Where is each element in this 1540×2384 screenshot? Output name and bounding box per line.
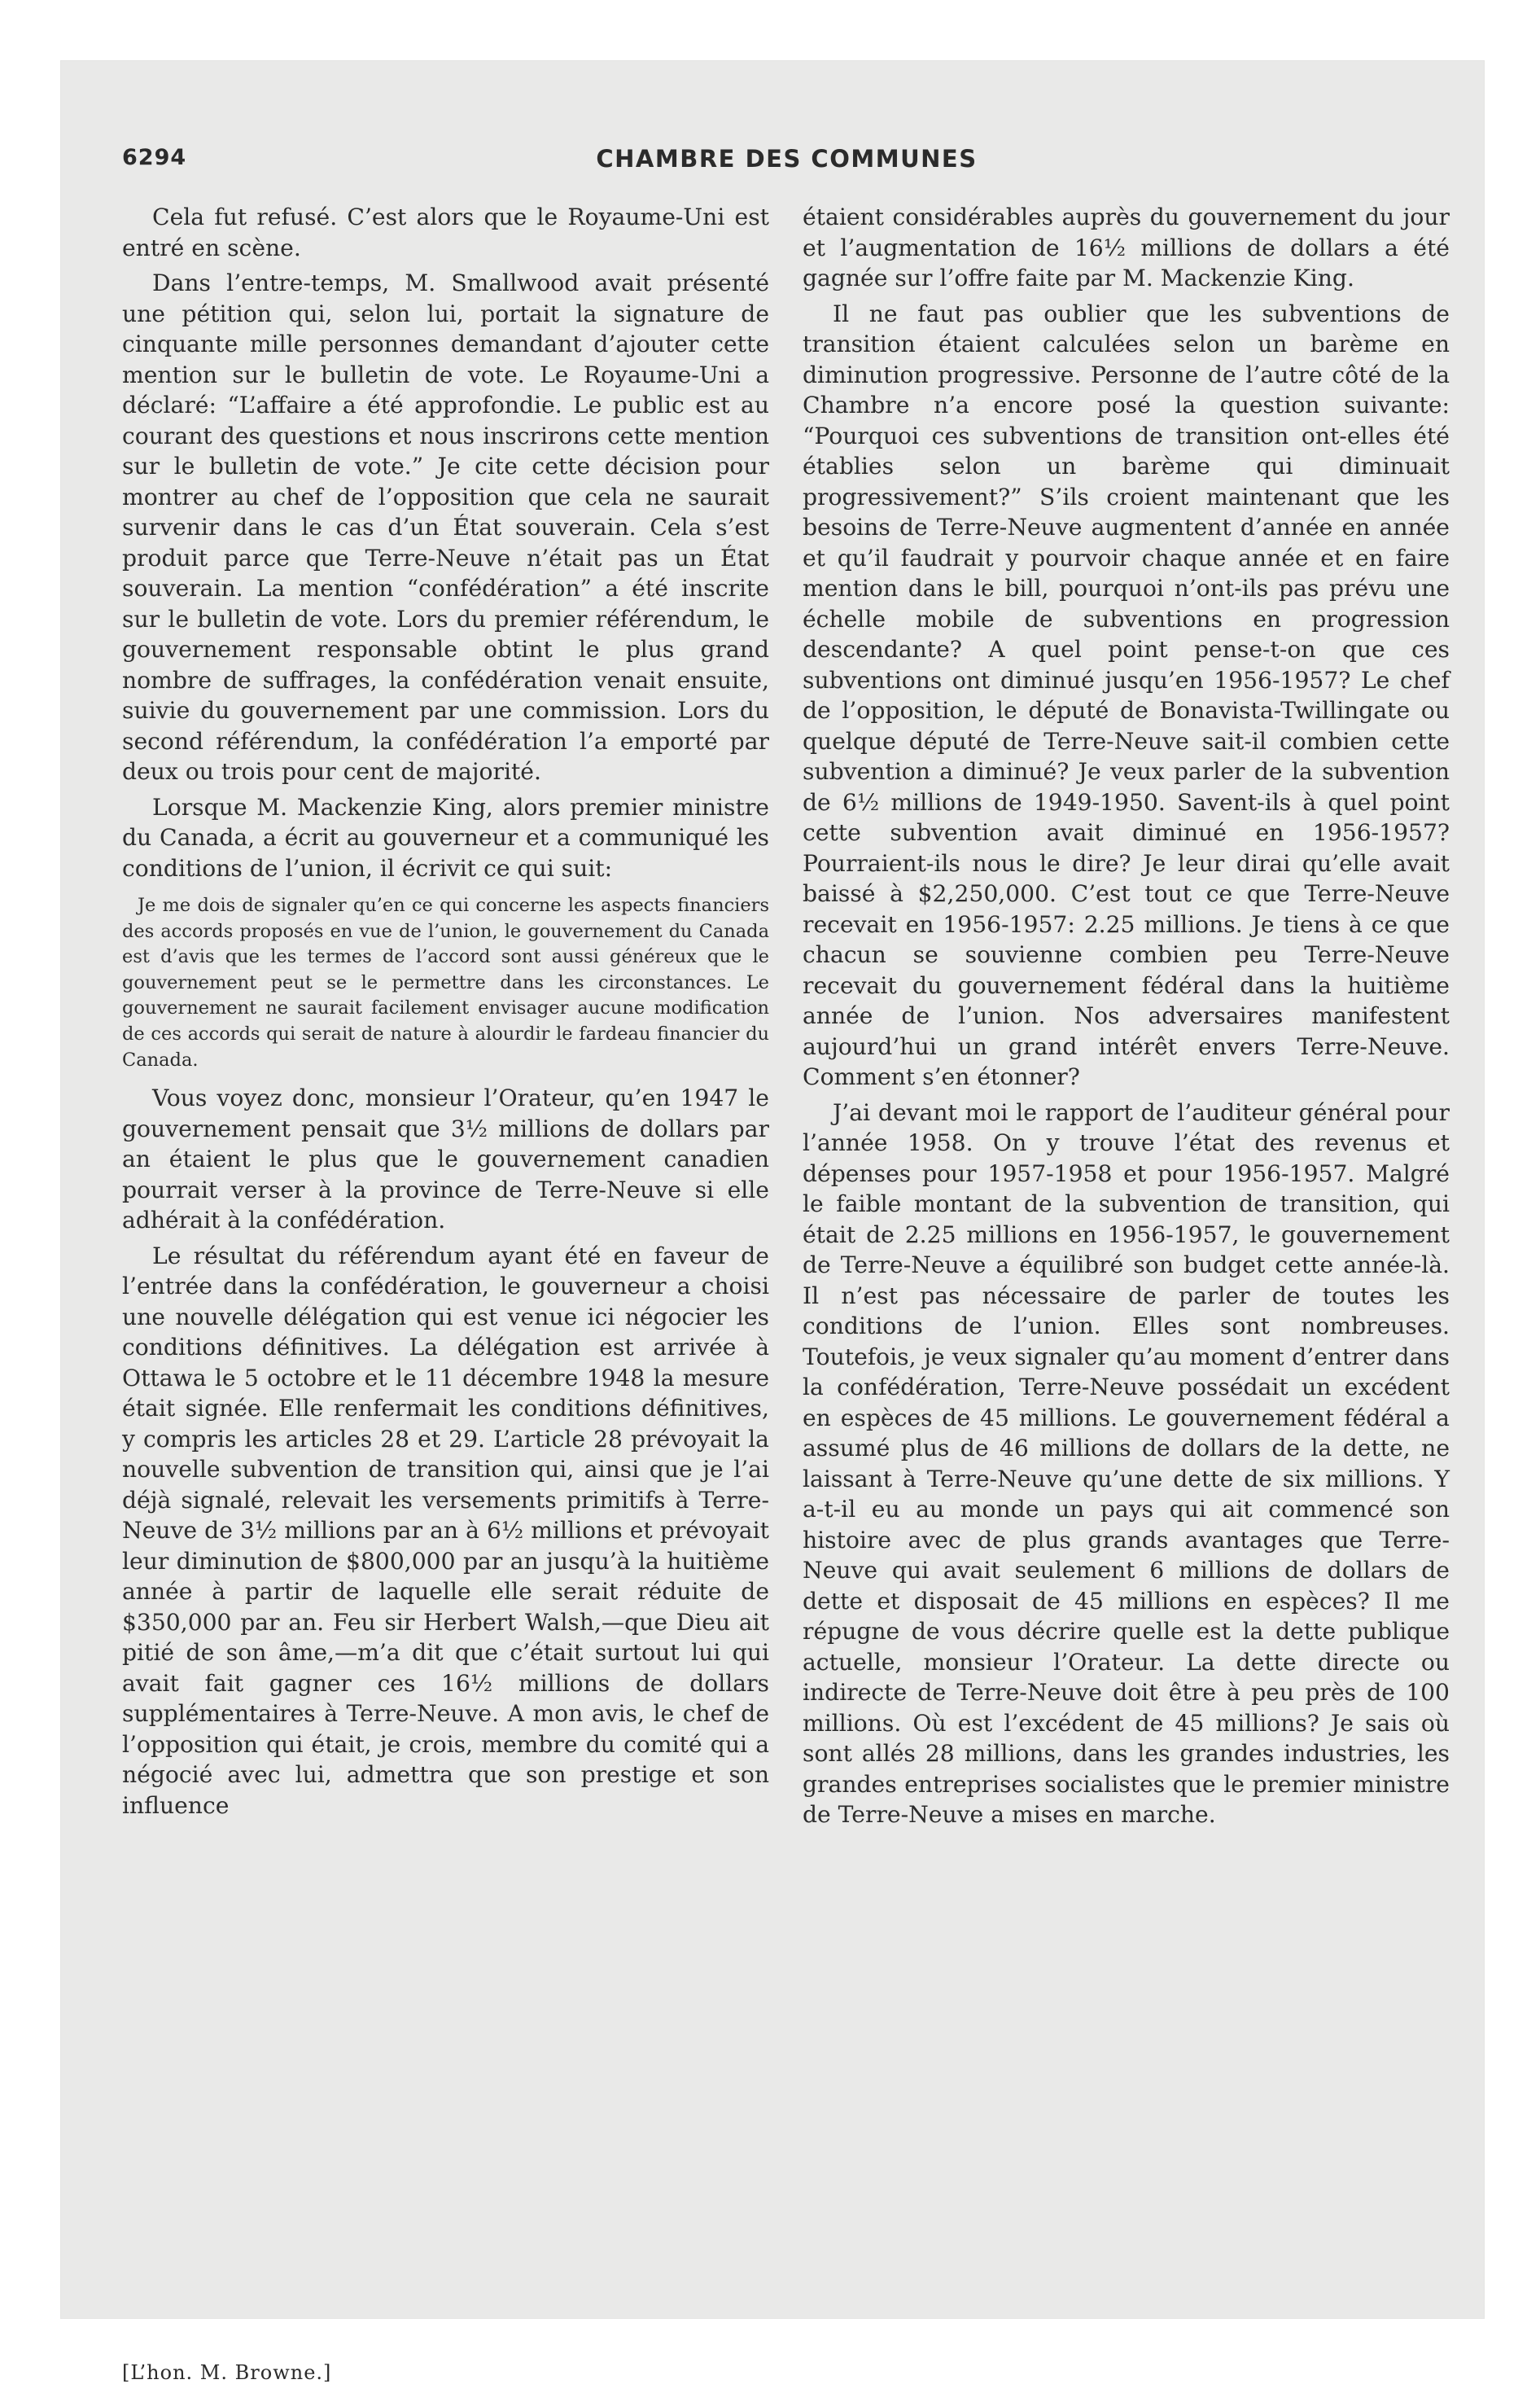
- paragraph: étaient considérables auprès du gouvernement du jour et l’augmentation de 16½ millions de dollars a été gagnée sur l’offre faite par M. Mackenzie King.: [803, 204, 1450, 291]
- paragraph: Il ne faut pas oublier que les subventions de transition étaient calculées selon un barème en diminution progressive. Personne de l’autre côté de la Chambre n’a encore posé la question suivante: “Pourquoi ces subventions de transition ont-elles été établies selon un barème qui diminuait progressivement?” S’ils croient maintenant que les besoins de Terre-Neuve augmentent d’année en année et qu’il faudrait y pourvoir chaque année et en faire mention dans le bill, pourquoi n’ont-ils pas prévu une échelle mobile de subventions en progression descendante? A quel point pense-t-on que ces subventions ont diminué jusqu’en 1956-1957? Le chef de l’opposition, le député de Bonavista-Twillingate ou quelque député de Terre-Neuve sait-il combien cette subvention a diminué? Je veux parler de la subvention de 6½ millions de 1949-1950. Savent-ils à quel point cette subvention avait diminué en 1956-1957? Pourraient-ils nous le dire? Je leur dirai qu’elle avait baissé à $2,250,000. C’est tout ce que Terre-Neuve recevait en 1956-1957: 2.25 millions. Je tiens à ce que chacun se souvienne combien peu Terre-Neuve recevait du gouvernement fédéral dans la huitième année de l’union. Nos adversaires manifestent aujourd’hui un grand intérêt envers Terre-Neuve. Comment s’en étonner?: [803, 300, 1450, 1090]
- paragraph: Le résultat du référendum ayant été en faveur de l’entrée dans la confédération, le gouverneur a choisi une nouvelle délégation qui est venue ici négocier les conditions définitives. La délégation est arrivée à Ottawa le 5 octobre et le 11 décembre 1948 la mesure était signée. Elle renfermait les conditions définitives, y compris les articles 28 et 29. L’article 28 prévoyait la nouvelle subvention de transition qui, ainsi que je l’ai déjà signalé, relevait les versements primitifs à Terre-Neuve de 3½ millions par an à 6½ millions et prévoyait leur diminution de $800,000 par an jusqu’à la huitième année à partir de laquelle elle serait réduite de $350,000 par an. Feu sir Herbert Walsh,—que Dieu ait pitié de son âme,—m’a dit que c’était surtout lui qui avait fait gagner ces 16½ millions de dollars supplémentaires à Terre-Neuve. A mon avis, le chef de l’opposition qui était, je crois, membre du comité qui a négocié avec lui, admettra que son prestige et son influence: [122, 1242, 769, 1819]
- speaker-attribution: [L’hon. M. Browne.]: [122, 2361, 332, 2384]
- paragraph: J’ai devant moi le rapport de l’auditeur général pour l’année 1958. On y trouve l’état des revenus et dépenses pour 1957-1958 et pour 1956-1957. Malgré le faible montant de la subvention de transition, qui était de 2.25 millions en 1956-1957, le gouvernement de Terre-Neuve a équilibré son budget cette année-là. Il n’est pas nécessaire de parler de toutes les conditions de l’union. Elles sont nombreuses. Toutefois, je veux signaler qu’au moment d’entrer dans la confédération, Terre-Neuve possédait un excédent en espèces de 45 millions. Le gouvernement fédéral a assumé plus de 46 millions de dollars de la dette, ne laissant à Terre-Neuve qu’une dette de six millions. Y a-t-il eu au monde un pays qui ait commencé son histoire avec de plus grands avantages que Terre-Neuve qui avait seulement 6 millions de dollars de dette et disposait de 45 millions en espèces? Il me répugne de vous décrire quelle est la dette publique actuelle, monsieur l’Orateur. La dette directe ou indirecte de Terre-Neuve doit être à peu près de 100 millions. Où est l’excédent de 45 millions? Je sais où sont allés 28 millions, dans les grandes industries, les grandes entreprises socialistes que le premier ministre de Terre-Neuve a mises en marche.: [803, 1098, 1450, 1828]
- left-column: [122, 202, 769, 1821]
- paragraph: Dans l’entre-temps, M. Smallwood avait présenté une pétition qui, selon lui, portait la signature de cinquante mille personnes demandant d’ajouter cette mention sur le bulletin de vote. Le Royaume-Uni a déclaré: “L’affaire a été approfondie. Le public est au courant des questions et nous inscrirons cette mention sur le bulletin de vote.” Je cite cette décision pour montrer au chef de l’opposition que cela ne saurait survenir dans le cas d’un État souverain. Cela s’est produit parce que Terre-Neuve n’était pas un État souverain. La mention “confédération” a été inscrite sur le bulletin de vote. Lors du premier référendum, le gouvernement responsable obtint le plus grand nombre de suffrages, la confédération venait ensuite, suivie du gouvernement par une commission. Lors du second référendum, la confédération l’a emporté par deux ou trois pour cent de majorité.: [122, 270, 769, 785]
- running-head: [122, 145, 1451, 177]
- journal-title: CHAMBRE DES COMMUNES: [596, 145, 978, 173]
- document-page: [122, 145, 1451, 2384]
- block-quote: Je me dois de signaler qu’en ce qui concerne les aspects financiers des accords proposés en vue de l’union, le gouvernement du Canada est d’avis que les termes de l’accord sont aussi généreux que le gouvernement peut se le permettre dans les circonstances. Le gouvernement ne saurait facilement envisager aucune modification de ces accords qui serait de nature à alourdir le fardeau financier du Canada.: [122, 895, 769, 1071]
- right-column: [803, 202, 1450, 1830]
- page-number: 6294: [122, 145, 187, 170]
- paragraph: Lorsque M. Mackenzie King, alors premier ministre du Canada, a écrit au gouverneur et a communiqué les conditions de l’union, il écrivit ce qui suit:: [122, 793, 769, 882]
- paragraph: Vous voyez donc, monsieur l’Orateur, qu’en 1947 le gouvernement pensait que 3½ millions de dollars par an étaient le plus que le gouvernement canadien pourrait verser à la province de Terre-Neuve si elle adhérait à la confédération.: [122, 1085, 769, 1234]
- paragraph: Cela fut refusé. C’est alors que le Royaume-Uni est entré en scène.: [122, 204, 769, 261]
